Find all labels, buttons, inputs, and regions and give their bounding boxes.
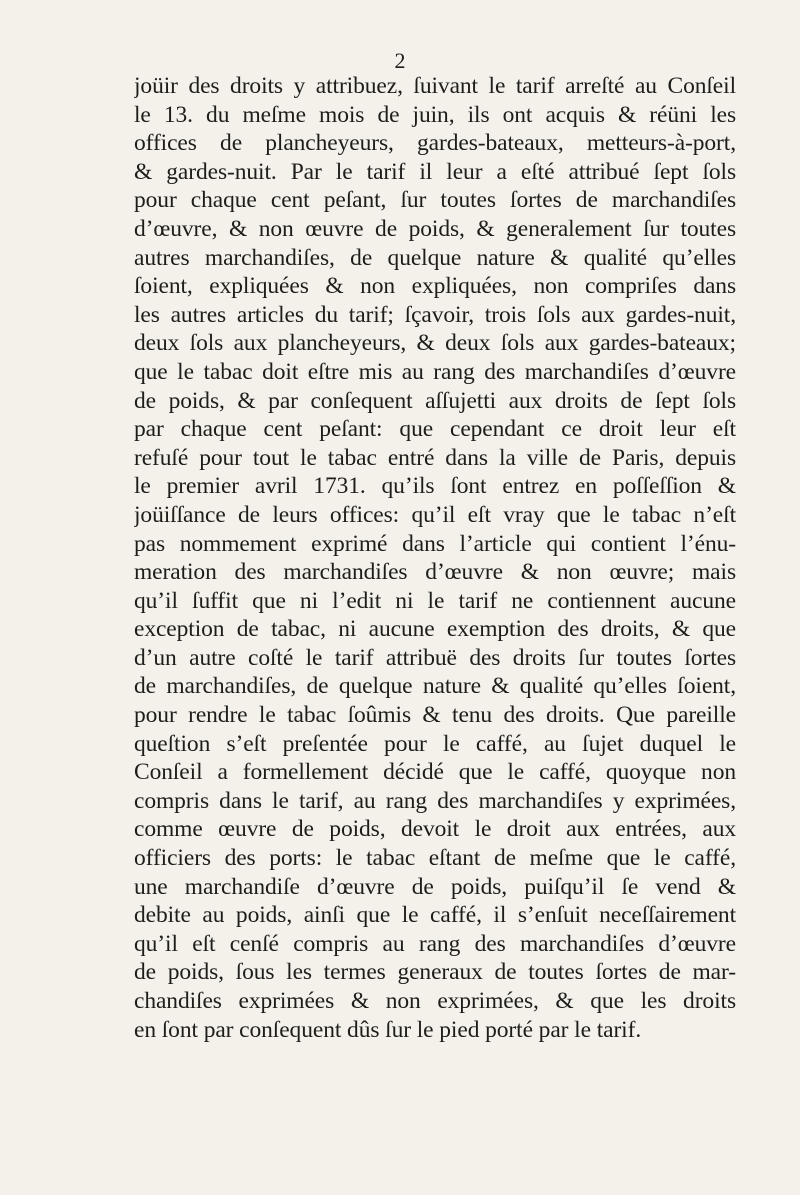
text-line: une marchandiſe d’œuvre de poids, puiſqu’il ſe vend & bbox=[134, 873, 736, 900]
text-line: les autres articles du tarif; ſçavoir, trois ſols aux gardes-nuit, bbox=[134, 301, 736, 328]
text-line: deux ſols aux plancheyeurs, & deux ſols aux gardes-bateaux; bbox=[134, 330, 736, 357]
text-line: joüiſſance de leurs offices: qu’il eſt vray que le tabac n’eſt bbox=[134, 501, 736, 528]
text-line: & gardes-nuit. Par le tarif il leur a eſté attribué ſept ſols bbox=[134, 158, 736, 185]
text-line: Conſeil a formellement décidé que le caffé, quoyque non bbox=[134, 759, 736, 786]
text-line: officiers des ports: le tabac eſtant de meſme que le caffé, bbox=[134, 845, 736, 872]
text-line: chandiſes exprimées & non exprimées, & que les droits bbox=[134, 988, 736, 1014]
text-line: qu’il eſt cenſé compris au rang des marchandiſes d’œuvre bbox=[134, 930, 736, 957]
text-line: d’œuvre, & non œuvre de poids, & generalement ſur toutes bbox=[134, 215, 736, 242]
page-number: 2 bbox=[394, 48, 406, 73]
text-line: pour rendre le tabac ſoûmis & tenu des droits. Que pareille bbox=[134, 702, 736, 729]
text-line: de poids, ſous les termes generaux de toutes ſortes de mar- bbox=[134, 959, 736, 986]
text-line: qu’il ſuffit que ni l’edit ni le tarif ne contiennent aucune bbox=[134, 587, 736, 614]
text-line: comme œuvre de poids, devoit le droit aux entrées, aux bbox=[134, 816, 736, 843]
text-line: autres marchandiſes, de quelque nature & qualité qu’elles bbox=[134, 244, 736, 271]
text-line: queſtion s’eſt preſentée pour le caffé, au ſujet duquel le bbox=[134, 730, 736, 757]
text-line: le premier avril 1731. qu’ils ſont entrez en poſſeſſion & bbox=[134, 473, 736, 500]
text-line: de marchandiſes, de quelque nature & qualité qu’elles ſoient, bbox=[134, 673, 736, 700]
text-line: ſoient, expliquées & non expliquées, non compriſes dans bbox=[134, 273, 736, 300]
text-line: en ſont par conſequent dûs ſur le pied porté par le tarif. bbox=[134, 1016, 642, 1043]
text-line: de poids, & par conſequent aſſujetti aux droits de ſept ſols bbox=[134, 387, 736, 414]
text-line: debite au poids, ainſi que le caffé, il s’enſuit neceſſairement bbox=[134, 902, 736, 929]
text-line: pas nommement exprimé dans l’article qui contient l’énu- bbox=[134, 530, 736, 557]
text-line: offices de plancheyeurs, gardes-bateaux, metteurs-à-port, bbox=[134, 130, 736, 157]
text-line: refuſé pour tout le tabac entré dans la ville de Paris, depuis bbox=[134, 444, 736, 471]
text-line: que le tabac doit eſtre mis au rang des marchandiſes d’œuvre bbox=[134, 358, 736, 385]
text-line: meration des marchandiſes d’œuvre & non œuvre; mais bbox=[134, 559, 736, 586]
text-line: d’un autre coſté le tarif attribuë des droits ſur toutes ſortes bbox=[134, 644, 736, 671]
text-line: le 13. du meſme mois de juin, ils ont acquis & réüni les bbox=[134, 101, 736, 128]
text-line: exception de tabac, ni aucune exemption des droits, & que bbox=[134, 616, 736, 643]
body-text bbox=[134, 72, 736, 1044]
text-line: par chaque cent peſant: que cependant ce droit leur eſt bbox=[134, 416, 736, 443]
text-line: joüir des droits y attribuez, ſuivant le tarif arreſté au Conſeil bbox=[134, 73, 736, 99]
text-line: compris dans le tarif, au rang des marchandiſes y exprimées, bbox=[134, 787, 736, 814]
text-line: pour chaque cent peſant, ſur toutes ſortes de marchandiſes bbox=[134, 187, 736, 214]
